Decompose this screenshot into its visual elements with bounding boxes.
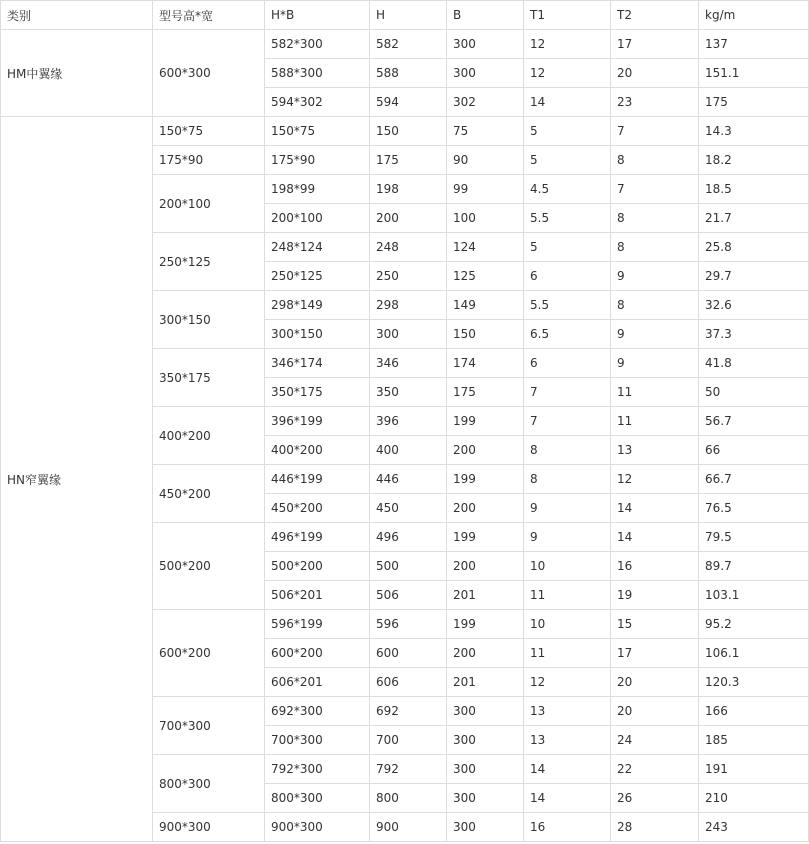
cell-hxb: 298*149 (265, 291, 370, 320)
cell-b: 99 (447, 175, 524, 204)
cell-hxb: 250*125 (265, 262, 370, 291)
cell-h: 800 (370, 784, 447, 813)
cell-t1: 6.5 (524, 320, 611, 349)
cell-category: HN窄翼缘 (1, 117, 153, 842)
cell-t1: 7 (524, 378, 611, 407)
cell-b: 300 (447, 30, 524, 59)
cell-t2: 14 (611, 494, 699, 523)
cell-t2: 9 (611, 349, 699, 378)
cell-weight: 76.5 (699, 494, 809, 523)
cell-t2: 12 (611, 465, 699, 494)
cell-model-size: 150*75 (153, 117, 265, 146)
cell-b: 149 (447, 291, 524, 320)
cell-h: 500 (370, 552, 447, 581)
cell-h: 248 (370, 233, 447, 262)
cell-hxb: 496*199 (265, 523, 370, 552)
cell-t2: 17 (611, 639, 699, 668)
cell-t2: 22 (611, 755, 699, 784)
cell-t1: 12 (524, 30, 611, 59)
cell-b: 199 (447, 407, 524, 436)
cell-t2: 15 (611, 610, 699, 639)
cell-h: 198 (370, 175, 447, 204)
table-body (1, 30, 809, 842)
table-row (1, 30, 809, 59)
cell-t1: 13 (524, 697, 611, 726)
cell-t1: 5.5 (524, 291, 611, 320)
cell-hxb: 596*199 (265, 610, 370, 639)
cell-t1: 14 (524, 88, 611, 117)
header-t1: T1 (524, 1, 611, 30)
cell-t2: 9 (611, 320, 699, 349)
cell-category: HM中翼缘 (1, 30, 153, 117)
cell-model-size: 175*90 (153, 146, 265, 175)
cell-b: 300 (447, 59, 524, 88)
cell-weight: 56.7 (699, 407, 809, 436)
cell-model-size: 350*175 (153, 349, 265, 407)
cell-t2: 24 (611, 726, 699, 755)
cell-t2: 23 (611, 88, 699, 117)
cell-h: 596 (370, 610, 447, 639)
cell-h: 300 (370, 320, 447, 349)
table-row (1, 117, 809, 146)
cell-weight: 95.2 (699, 610, 809, 639)
cell-hxb: 900*300 (265, 813, 370, 842)
cell-hxb: 150*75 (265, 117, 370, 146)
cell-b: 124 (447, 233, 524, 262)
cell-model-size: 500*200 (153, 523, 265, 610)
cell-t2: 13 (611, 436, 699, 465)
cell-model-size: 700*300 (153, 697, 265, 755)
cell-h: 400 (370, 436, 447, 465)
cell-b: 201 (447, 668, 524, 697)
header-hxb: H*B (265, 1, 370, 30)
header-model-size: 型号高*宽 (153, 1, 265, 30)
cell-h: 396 (370, 407, 447, 436)
cell-weight: 18.5 (699, 175, 809, 204)
cell-hxb: 350*175 (265, 378, 370, 407)
cell-t1: 6 (524, 349, 611, 378)
cell-hxb: 198*99 (265, 175, 370, 204)
cell-b: 200 (447, 639, 524, 668)
cell-h: 588 (370, 59, 447, 88)
cell-h: 346 (370, 349, 447, 378)
cell-t2: 19 (611, 581, 699, 610)
cell-model-size: 600*300 (153, 30, 265, 117)
cell-t1: 8 (524, 465, 611, 494)
cell-hxb: 450*200 (265, 494, 370, 523)
cell-weight: 103.1 (699, 581, 809, 610)
cell-t2: 8 (611, 233, 699, 262)
cell-t2: 11 (611, 378, 699, 407)
cell-b: 174 (447, 349, 524, 378)
cell-b: 100 (447, 204, 524, 233)
cell-h: 692 (370, 697, 447, 726)
header-t2: T2 (611, 1, 699, 30)
cell-h: 446 (370, 465, 447, 494)
cell-hxb: 200*100 (265, 204, 370, 233)
cell-b: 201 (447, 581, 524, 610)
cell-weight: 175 (699, 88, 809, 117)
cell-weight: 191 (699, 755, 809, 784)
cell-weight: 166 (699, 697, 809, 726)
cell-b: 75 (447, 117, 524, 146)
cell-t1: 6 (524, 262, 611, 291)
cell-model-size: 600*200 (153, 610, 265, 697)
cell-hxb: 346*174 (265, 349, 370, 378)
cell-t1: 16 (524, 813, 611, 842)
cell-h: 792 (370, 755, 447, 784)
cell-h: 900 (370, 813, 447, 842)
cell-h: 150 (370, 117, 447, 146)
cell-t1: 10 (524, 610, 611, 639)
cell-h: 700 (370, 726, 447, 755)
cell-weight: 120.3 (699, 668, 809, 697)
cell-t1: 11 (524, 581, 611, 610)
cell-weight: 243 (699, 813, 809, 842)
cell-t2: 16 (611, 552, 699, 581)
cell-hxb: 582*300 (265, 30, 370, 59)
cell-t1: 10 (524, 552, 611, 581)
cell-b: 199 (447, 610, 524, 639)
cell-t1: 5 (524, 233, 611, 262)
cell-model-size: 200*100 (153, 175, 265, 233)
cell-b: 300 (447, 813, 524, 842)
cell-t2: 8 (611, 291, 699, 320)
cell-weight: 21.7 (699, 204, 809, 233)
cell-weight: 210 (699, 784, 809, 813)
header-h: H (370, 1, 447, 30)
cell-h: 594 (370, 88, 447, 117)
cell-model-size: 450*200 (153, 465, 265, 523)
cell-hxb: 175*90 (265, 146, 370, 175)
cell-t1: 13 (524, 726, 611, 755)
cell-h: 506 (370, 581, 447, 610)
cell-t2: 28 (611, 813, 699, 842)
cell-h: 606 (370, 668, 447, 697)
cell-hxb: 446*199 (265, 465, 370, 494)
cell-b: 200 (447, 494, 524, 523)
cell-t2: 26 (611, 784, 699, 813)
cell-model-size: 300*150 (153, 291, 265, 349)
cell-t1: 14 (524, 784, 611, 813)
header-b: B (447, 1, 524, 30)
cell-weight: 106.1 (699, 639, 809, 668)
cell-hxb: 396*199 (265, 407, 370, 436)
cell-t1: 5 (524, 117, 611, 146)
cell-b: 300 (447, 726, 524, 755)
cell-t2: 11 (611, 407, 699, 436)
cell-hxb: 506*201 (265, 581, 370, 610)
cell-weight: 151.1 (699, 59, 809, 88)
cell-weight: 137 (699, 30, 809, 59)
cell-t1: 5.5 (524, 204, 611, 233)
cell-b: 300 (447, 755, 524, 784)
cell-hxb: 300*150 (265, 320, 370, 349)
cell-h: 350 (370, 378, 447, 407)
cell-t1: 14 (524, 755, 611, 784)
cell-model-size: 900*300 (153, 813, 265, 842)
cell-h: 298 (370, 291, 447, 320)
cell-hxb: 400*200 (265, 436, 370, 465)
cell-t2: 20 (611, 668, 699, 697)
cell-t1: 4.5 (524, 175, 611, 204)
cell-b: 150 (447, 320, 524, 349)
cell-hxb: 588*300 (265, 59, 370, 88)
cell-h: 175 (370, 146, 447, 175)
cell-model-size: 250*125 (153, 233, 265, 291)
cell-h: 600 (370, 639, 447, 668)
cell-b: 300 (447, 697, 524, 726)
cell-weight: 29.7 (699, 262, 809, 291)
header-weight: kg/m (699, 1, 809, 30)
cell-weight: 50 (699, 378, 809, 407)
cell-hxb: 606*201 (265, 668, 370, 697)
cell-weight: 66.7 (699, 465, 809, 494)
cell-weight: 25.8 (699, 233, 809, 262)
cell-model-size: 800*300 (153, 755, 265, 813)
cell-b: 302 (447, 88, 524, 117)
header-category: 类别 (1, 1, 153, 30)
cell-hxb: 248*124 (265, 233, 370, 262)
cell-t1: 5 (524, 146, 611, 175)
cell-t1: 9 (524, 494, 611, 523)
cell-b: 199 (447, 465, 524, 494)
cell-t2: 14 (611, 523, 699, 552)
cell-t2: 7 (611, 175, 699, 204)
cell-t2: 8 (611, 146, 699, 175)
cell-hxb: 792*300 (265, 755, 370, 784)
cell-weight: 32.6 (699, 291, 809, 320)
cell-hxb: 800*300 (265, 784, 370, 813)
cell-b: 199 (447, 523, 524, 552)
cell-t2: 20 (611, 59, 699, 88)
cell-weight: 89.7 (699, 552, 809, 581)
cell-t1: 7 (524, 407, 611, 436)
cell-t2: 8 (611, 204, 699, 233)
cell-t1: 8 (524, 436, 611, 465)
cell-b: 200 (447, 552, 524, 581)
cell-model-size: 400*200 (153, 407, 265, 465)
cell-hxb: 600*200 (265, 639, 370, 668)
cell-t2: 17 (611, 30, 699, 59)
cell-hxb: 692*300 (265, 697, 370, 726)
cell-weight: 41.8 (699, 349, 809, 378)
cell-h: 496 (370, 523, 447, 552)
cell-b: 125 (447, 262, 524, 291)
cell-h: 582 (370, 30, 447, 59)
cell-t1: 12 (524, 59, 611, 88)
cell-hxb: 500*200 (265, 552, 370, 581)
cell-weight: 66 (699, 436, 809, 465)
cell-weight: 18.2 (699, 146, 809, 175)
cell-hxb: 700*300 (265, 726, 370, 755)
cell-t2: 9 (611, 262, 699, 291)
cell-h: 200 (370, 204, 447, 233)
cell-t1: 12 (524, 668, 611, 697)
cell-weight: 14.3 (699, 117, 809, 146)
cell-t2: 20 (611, 697, 699, 726)
header-row (1, 1, 809, 30)
cell-h: 250 (370, 262, 447, 291)
cell-hxb: 594*302 (265, 88, 370, 117)
cell-t2: 7 (611, 117, 699, 146)
cell-weight: 79.5 (699, 523, 809, 552)
cell-b: 90 (447, 146, 524, 175)
cell-b: 200 (447, 436, 524, 465)
cell-weight: 185 (699, 726, 809, 755)
cell-h: 450 (370, 494, 447, 523)
cell-t1: 11 (524, 639, 611, 668)
cell-b: 175 (447, 378, 524, 407)
cell-weight: 37.3 (699, 320, 809, 349)
cell-t1: 9 (524, 523, 611, 552)
cell-b: 300 (447, 784, 524, 813)
